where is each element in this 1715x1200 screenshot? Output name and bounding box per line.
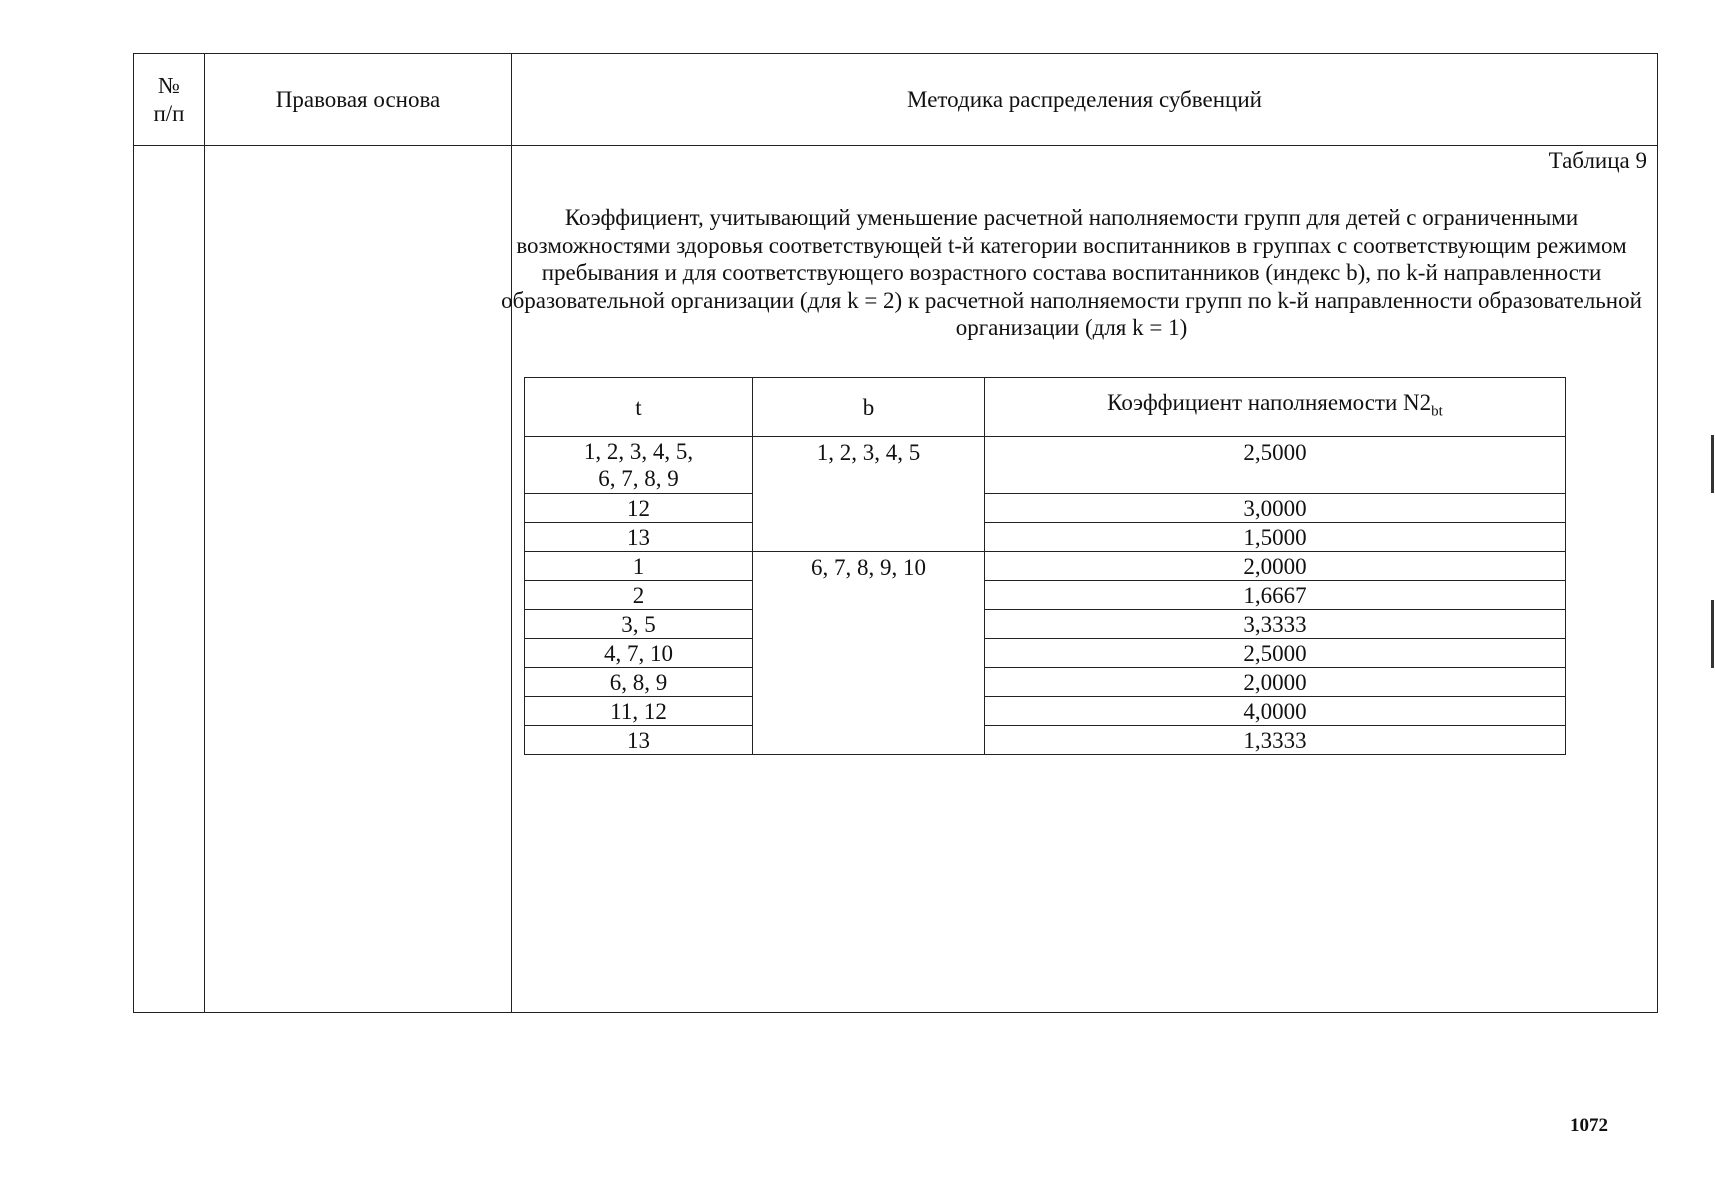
cell-t: 13 bbox=[525, 726, 753, 755]
table-label: Таблица 9 bbox=[1548, 148, 1647, 173]
table-caption: Коэффициент, учитывающий уменьшение расчетной наполняемости групп для детей с ограниченными возможностями здоровья соответствующей t-й категории воспитанников в группах с соответствующим режимом пребывания и для соответствующего возрастного состава воспитанников (индекс b), по k-й направленности образовательной организации (для k = 2) к расчетной наполняемости групп по k-й направленности образовательной организации (для k = 1) bbox=[501, 205, 1642, 340]
header-methodology: Методика распределения субвенций bbox=[907, 87, 1262, 112]
cell-coefficient: 2,5000 bbox=[985, 639, 1566, 668]
header-legal-basis: Правовая основа bbox=[275, 87, 441, 112]
scan-edge-mark bbox=[1711, 435, 1714, 493]
cell-b: 1, 2, 3, 4, 5 bbox=[753, 437, 985, 552]
header-t: t bbox=[525, 378, 753, 437]
table-row bbox=[525, 639, 1566, 668]
table-row bbox=[525, 523, 1566, 552]
coefficient-table bbox=[524, 377, 1566, 755]
cell-t: 1 bbox=[525, 552, 753, 581]
coefficient-table-header bbox=[525, 378, 1566, 437]
table-row bbox=[525, 581, 1566, 610]
column-divider bbox=[511, 54, 512, 1012]
cell-b: 6, 7, 8, 9, 10 bbox=[753, 552, 985, 755]
cell-coefficient: 1,5000 bbox=[985, 523, 1566, 552]
header-number-column: № п/п bbox=[153, 73, 185, 126]
scan-edge-mark bbox=[1711, 600, 1714, 668]
cell-coefficient: 1,6667 bbox=[985, 581, 1566, 610]
table-row bbox=[525, 726, 1566, 755]
page-number: 1072 bbox=[1570, 1115, 1608, 1136]
outer-table bbox=[133, 53, 1658, 1013]
table-row bbox=[525, 668, 1566, 697]
cell-t: 2 bbox=[525, 581, 753, 610]
table-row bbox=[525, 437, 1566, 494]
table-row bbox=[525, 610, 1566, 639]
cell-coefficient: 2,0000 bbox=[985, 668, 1566, 697]
header-b: b bbox=[753, 378, 985, 437]
cell-t: 3, 5 bbox=[525, 610, 753, 639]
cell-coefficient: 2,0000 bbox=[985, 552, 1566, 581]
column-divider bbox=[204, 54, 205, 1012]
cell-t: 4, 7, 10 bbox=[525, 639, 753, 668]
cell-coefficient: 3,0000 bbox=[985, 494, 1566, 523]
cell-coefficient: 4,0000 bbox=[985, 697, 1566, 726]
table-row bbox=[525, 697, 1566, 726]
header-coefficient-subscript: bt bbox=[1431, 403, 1443, 420]
header-coefficient bbox=[985, 378, 1566, 437]
cell-coefficient: 1,3333 bbox=[985, 726, 1566, 755]
cell-coefficient: 3,3333 bbox=[985, 610, 1566, 639]
header-coefficient-text: Коэффициент наполняемости N2 bbox=[1107, 389, 1432, 415]
cell-t: 6, 8, 9 bbox=[525, 668, 753, 697]
cell-t: 11, 12 bbox=[525, 697, 753, 726]
cell-t: 13 bbox=[525, 523, 753, 552]
cell-t: 12 bbox=[525, 494, 753, 523]
cell-t: 1, 2, 3, 4, 5, 6, 7, 8, 9 bbox=[525, 437, 753, 494]
table-row bbox=[525, 494, 1566, 523]
cell-coefficient: 2,5000 bbox=[985, 437, 1566, 494]
table-row bbox=[525, 552, 1566, 581]
